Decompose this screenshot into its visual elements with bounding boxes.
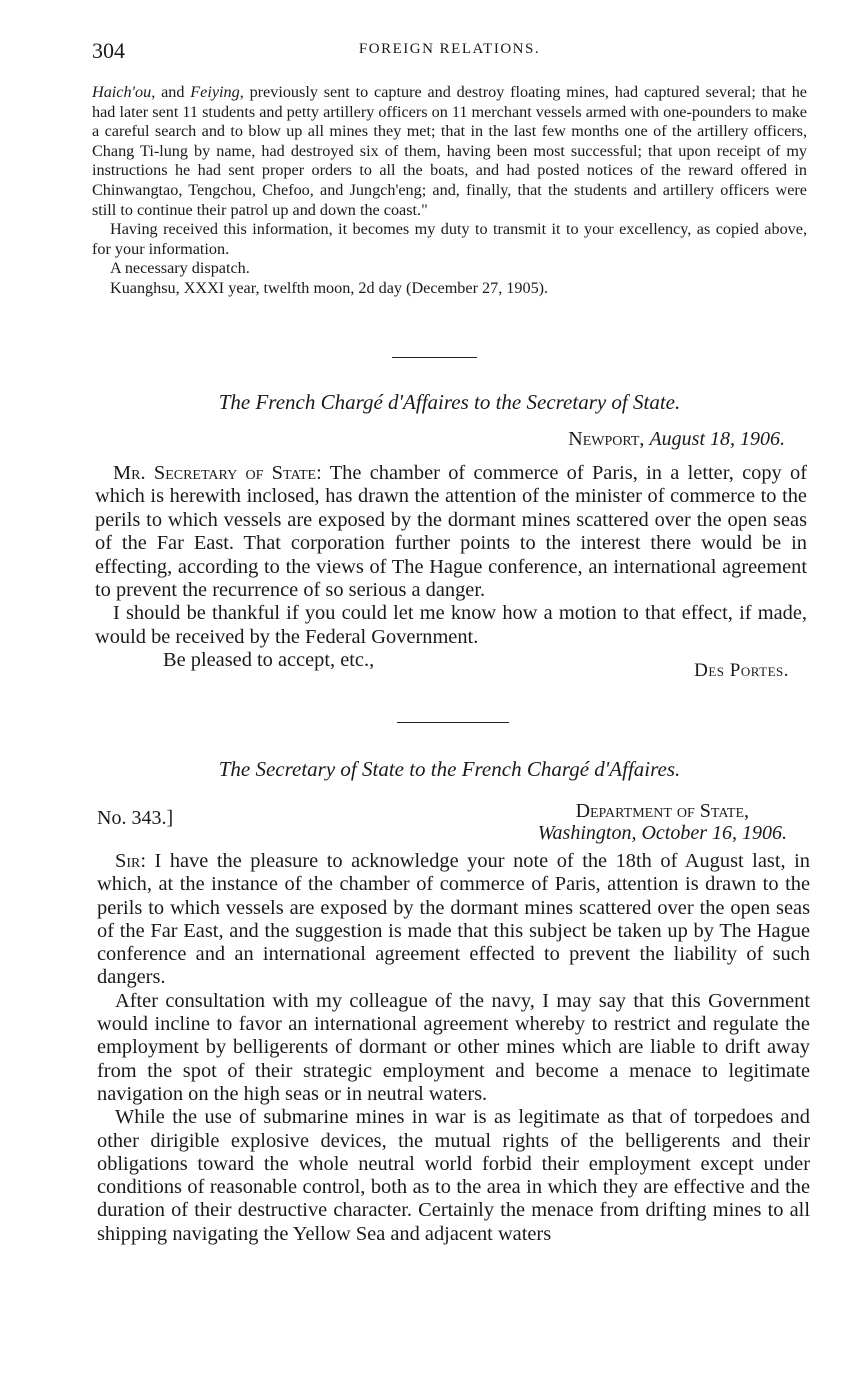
signature-block (95, 649, 807, 681)
signature: Des Portes. (694, 660, 789, 682)
letter-heading: The French Chargé d'Affaires to the Secretary of State. (218, 390, 681, 414)
vessel-name: Haich'ou (92, 83, 152, 101)
place: Newport, (568, 428, 645, 450)
date: August 18, 1906. (649, 428, 785, 450)
department: Department of State, (575, 800, 749, 822)
paragraph: I should be thankful if you could let me know how a motion to that effect, if made, would be received by the Federal Government. (95, 602, 807, 648)
paragraph: Mr. Secretary of State: The chamber of commerce of Paris, in a letter, copy of which is herewith inclosed, has drawn the attention of the minister of commerce to the perils to which vessels are exposed by the dormant mines scattered over the open seas of the Far East. That corporation further points to the interest there would be in effecting, according to the views of The Hague conference, an international agreement to prevent the recurrence of so serious a danger. (95, 462, 807, 602)
salutation: Sir: (115, 850, 147, 872)
date: Washington, October 16, 1906. (537, 822, 787, 844)
paragraph: A necessary dispatch. (110, 259, 250, 278)
salutation: Mr. Secretary of State: (113, 462, 322, 484)
dateline: Kuanghsu, XXXI year, twelfth moon, 2d day (December 27, 1905). (110, 278, 549, 297)
letter-body (95, 462, 807, 681)
place-date (568, 428, 785, 451)
letter-continuation (92, 83, 807, 299)
paragraph: While the use of submarine mines in war is as legitimate as that of torpedoes and other dirigible explosive devices, the mutual rights of the belligerents and their obligations toward the whole neutral world forbid their employment except under conditions of reasonable control, both as to the area in which they are effective and the duration of their destructive character. Certainly the menace from drifting mines to all shipping navigating the Yellow Sea and adjacent waters (97, 1106, 810, 1245)
paragraph: Sir: I have the pleasure to acknowledge your note of the 18th of August last, in which, at the instance of the chamber of commerce of Paris, attention is drawn to the perils to which vessels are exposed by the dormant mines scattered over the open seas of the Far East, and the suggestion is made that this subject be taken up by The Hague conference and an international agreement effected to prevent the liability of such dangers. (97, 850, 810, 989)
letter-body (97, 850, 810, 1246)
paragraph: After consultation with my colleague of the navy, I may say that this Government would incline to favor an international agreement whereby to restrict and regulate the employment by belligerents of dormant or other mines which are liable to drift away from the spot of their strategic employment and become a menace to legitimate navigation on the high seas or in neutral waters. (97, 989, 810, 1105)
section-divider (397, 722, 509, 723)
paragraph: Haich'ou, and Feiying, previously sent to capture and destroy floating mines, had captured several; that he had later sent 11 students and petty artillery officers on 11 merchant vessels armed with one-pounders to make a careful search and to blow up all mines they met; that in the last few months one of the artillery officers, Chang Ti-lung by name, had destroyed six of them, having been most successful; that upon receipt of my instructions he had sent proper orders to all the boats, and had posted notices of the reward offered in Chinwangtao, Tengchou, Chefoo, and Jungch'eng; and, finally, that the students and artillery officers were still to continue their patrol up and down the coast." (92, 83, 807, 219)
section-divider (392, 357, 477, 358)
complimentary-close: Be pleased to accept, etc., (163, 649, 375, 672)
page-header (92, 38, 807, 68)
running-title: FOREIGN RELATIONS. (358, 41, 541, 57)
paragraph: Having received this information, it becomes my duty to transmit it to your excellency, as copied above, for your information. (92, 220, 807, 258)
dispatch-number: No. 343.] (97, 807, 174, 829)
place-date (538, 800, 787, 844)
vessel-name: Feiying (190, 83, 240, 101)
page-number: 304 (92, 38, 125, 63)
letter-heading: The Secretary of State to the French Chargé d'Affaires. (218, 757, 681, 781)
